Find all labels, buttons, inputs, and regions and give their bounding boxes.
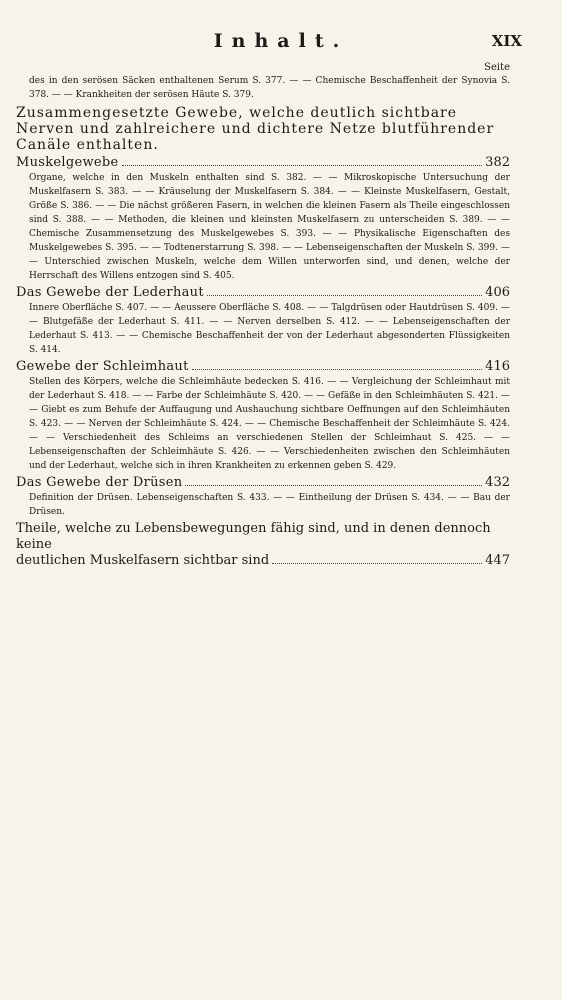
page-title: Inhalt. xyxy=(213,30,349,52)
toc-entry-text: Innere Oberfläche S. 407. — — Aeussere Oberfläche S. 408. — — Talgdrüsen oder Hautdrüsen S. 409. — — Blutgefäße der Lederhaut S. 411. — — Nerven derselben S. 412. — — Lebenseigenschaften der Lederhaut S. 413. — — Chemische Beschaffenheit der von der Lederhaut abgesonderten Flüssigkeiten S. 414. xyxy=(29,303,510,355)
final-entry-page: 447 xyxy=(485,553,510,568)
leader-dots xyxy=(272,555,482,564)
seite-label: Seite xyxy=(484,62,510,73)
toc-entry-text: Definition der Drüsen. Lebenseigenschaften S. 433. — — Eintheilung der Drüsen S. 434. — — Bau der Drüsen. xyxy=(29,493,510,517)
toc-entry-page: 382 xyxy=(485,155,510,170)
toc-entry-page: 432 xyxy=(485,475,510,490)
leader-dots xyxy=(122,157,483,166)
final-entry-row xyxy=(16,553,510,569)
final-entry xyxy=(16,521,510,569)
toc-entry-title-row xyxy=(16,283,510,301)
page-number: XIX xyxy=(491,32,522,50)
toc-content xyxy=(16,62,510,569)
toc-entry-page: 406 xyxy=(485,285,510,300)
leader-dots xyxy=(207,287,482,296)
final-entry-line2: deutlichen Muskelfasern sichtbar sind xyxy=(16,553,270,568)
page-header xyxy=(0,30,562,54)
leader-dots xyxy=(192,361,483,370)
toc-entry-title-row xyxy=(16,357,510,375)
toc-entry-text: Stellen des Körpers, welche die Schleimhäute bedecken S. 416. — — Vergleichung der Schleimhaut mit der Lederhaut S. 418. — — Farbe der Schleimhäute S. 420. — — Gefäße in den Schleimhäuten S. 421. — — Giebt es zum Behufe der Auffaugung und Aushauchung sichtbare Oeffnungen auf den Schleimhäuten S. 423. — — Nerven der Schleimhäute S. 424. — — Chemische Beschaffenheit der Schleimhäute S. 424. — — Verschiedenheit des Schleims an verschiedenen Stellen der Schleimhaut S. 425. — — Lebenseigenschaften der Schleimhäute S. 426. — — Verschiedenheiten zwischen den Schleimhäuten und der Lederhaut, welche sich in ihren Krankheiten zu erkennen geben S. 429. xyxy=(29,377,510,471)
final-entry-line1: Theile, welche zu Lebensbewegungen fähig sind, und in denen dennoch keine xyxy=(16,521,491,552)
toc-entry-title: Gewebe der Schleimhaut xyxy=(16,359,189,374)
leader-dots xyxy=(185,477,482,486)
toc-entry-title: Das Gewebe der Lederhaut xyxy=(16,285,204,300)
intro-continuation: des in den serösen Säcken enthaltenen Serum S. 377. — — Chemische Beschaffenheit der Synovia S. 378. — — Krankheiten der serösen Häute S. 379. xyxy=(29,76,510,100)
section-heading: Zusammengesetzte Gewebe, welche deutlich sichtbare Nerven und zahlreichere und dichtere Netze blutführender Canäle enthalten. xyxy=(16,105,495,153)
toc-entry-text: Organe, welche in den Muskeln enthalten sind S. 382. — — Mikroskopische Untersuchung der Muskelfasern S. 383. — — Kräuselung der Muskelfasern S. 384. — — Kleinste Muskelfasern, Gestalt, Größe S. 386. — — Die nächst größeren Fasern, in welchen die kleinen Fasern als Theile eingeschlossen sind S. 388. — — Methoden, die kleinen und kleinsten Muskelfasern zu unterscheiden S. 389. — — Chemische Zusammensetzung des Muskelgewebes S. 393. — — Physikalische Eigenschaften des Muskelgewebes S. 395. — — Todtenerstarrung S. 398. — — Lebenseigenschaften der Muskeln S. 399. — — Unterschied zwischen Muskeln, welche dem Willen unterworfen sind, und denen, welche der Herrschaft des Willens entzogen sind S. 405. xyxy=(29,173,510,281)
toc-entry-title: Muskelgewebe xyxy=(16,155,119,170)
toc-entry-title-row xyxy=(16,153,510,171)
toc-entry-page: 416 xyxy=(485,359,510,374)
toc-entry-title-row xyxy=(16,473,510,491)
toc-entry-title: Das Gewebe der Drüsen xyxy=(16,475,183,490)
